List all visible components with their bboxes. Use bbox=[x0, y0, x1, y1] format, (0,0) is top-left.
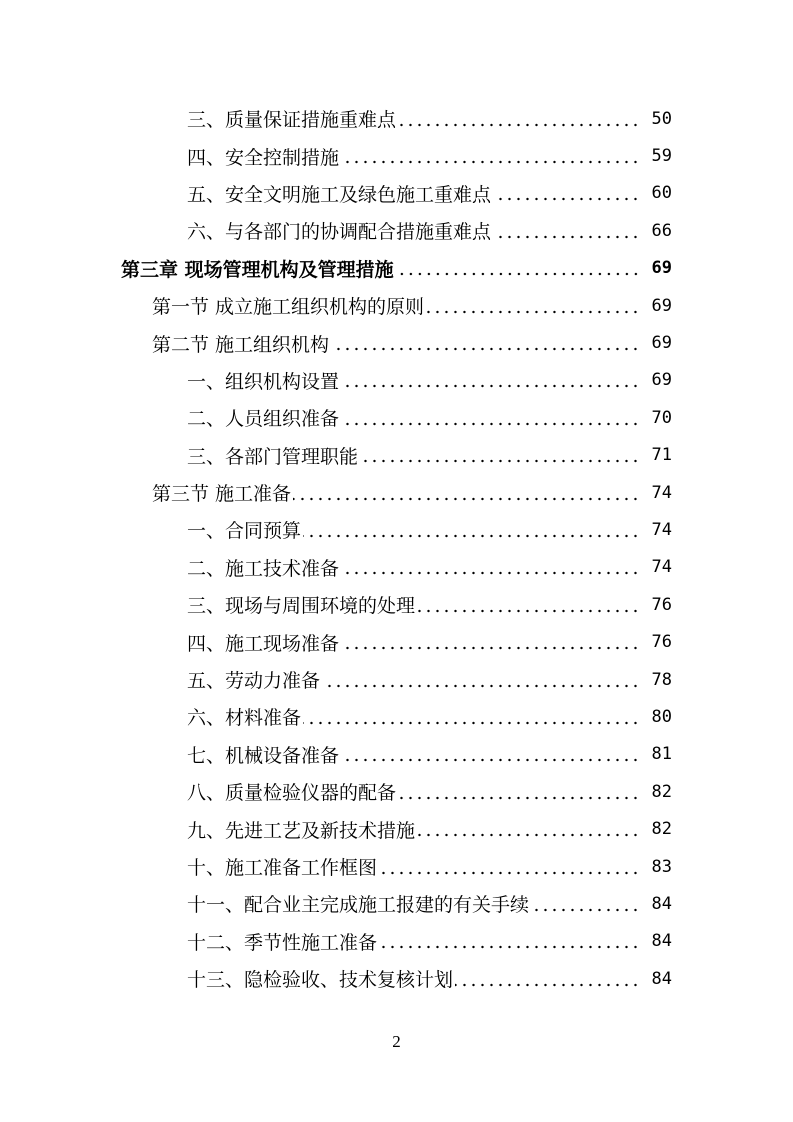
table-of-contents bbox=[0, 100, 793, 997]
toc-entry-page: 84 bbox=[651, 893, 672, 914]
dot-leader bbox=[493, 234, 640, 240]
dot-leader bbox=[379, 870, 640, 876]
toc-entry[interactable] bbox=[0, 923, 793, 960]
toc-chapter-label: 第三章 现场管理机构及管理措施 bbox=[121, 258, 394, 281]
toc-entry-label: 三、质量保证措施重难点 bbox=[187, 109, 397, 132]
dot-leader bbox=[341, 421, 640, 427]
toc-section-entry[interactable] bbox=[0, 474, 793, 511]
toc-entry-page: 74 bbox=[651, 482, 672, 503]
dot-leader bbox=[341, 757, 640, 763]
dot-leader bbox=[493, 196, 640, 202]
page-number: 2 bbox=[392, 1032, 401, 1051]
toc-entry-page: 71 bbox=[651, 445, 672, 466]
toc-section-label: 第二节 施工组织机构 bbox=[152, 333, 330, 356]
toc-entry-label: 六、与各部门的协调配合措施重难点 bbox=[187, 221, 492, 244]
dot-leader bbox=[398, 795, 640, 801]
toc-entry-page: 69 bbox=[651, 258, 672, 279]
toc-entry[interactable] bbox=[0, 848, 793, 885]
toc-entry-page: 83 bbox=[651, 856, 672, 877]
toc-entry[interactable] bbox=[0, 511, 793, 548]
dot-leader bbox=[379, 944, 640, 950]
dot-leader bbox=[293, 496, 640, 502]
toc-entry[interactable] bbox=[0, 100, 793, 137]
toc-entry[interactable] bbox=[0, 175, 793, 212]
toc-entry-label: 十、施工准备工作框图 bbox=[187, 857, 378, 879]
dot-leader bbox=[360, 458, 640, 464]
toc-entry[interactable] bbox=[0, 362, 793, 399]
toc-entry-page: 66 bbox=[651, 220, 672, 241]
toc-entry[interactable] bbox=[0, 623, 793, 660]
toc-entry-page: 82 bbox=[651, 781, 672, 802]
dot-leader bbox=[417, 608, 640, 614]
toc-entry-label: 十三、隐检验收、技术复核计划 bbox=[187, 969, 454, 992]
dot-leader bbox=[341, 570, 640, 576]
toc-entry[interactable] bbox=[0, 137, 793, 174]
toc-chapter-entry[interactable] bbox=[0, 250, 793, 287]
toc-section-entry[interactable] bbox=[0, 324, 793, 361]
dot-leader bbox=[341, 159, 640, 165]
toc-entry[interactable] bbox=[0, 773, 793, 810]
toc-entry[interactable] bbox=[0, 212, 793, 249]
toc-entry-page: 81 bbox=[651, 744, 672, 765]
toc-entry[interactable] bbox=[0, 698, 793, 735]
toc-entry[interactable] bbox=[0, 399, 793, 436]
toc-entry-page: 76 bbox=[651, 594, 672, 615]
toc-entry-page: 84 bbox=[651, 968, 672, 989]
toc-entry[interactable] bbox=[0, 586, 793, 623]
toc-entry[interactable] bbox=[0, 960, 793, 997]
toc-entry-label: 四、施工现场准备 bbox=[187, 632, 340, 655]
toc-entry-label: 三、现场与周围环境的处理 bbox=[187, 595, 416, 618]
toc-entry-page: 80 bbox=[651, 706, 672, 727]
toc-entry-page: 70 bbox=[651, 407, 672, 428]
toc-entry-page: 69 bbox=[651, 370, 672, 391]
dot-leader bbox=[331, 346, 640, 352]
toc-entry-page: 59 bbox=[651, 146, 672, 167]
toc-entry-page: 60 bbox=[651, 183, 672, 204]
dot-leader bbox=[303, 533, 640, 539]
toc-entry-page: 69 bbox=[651, 333, 672, 354]
toc-entry-label: 二、人员组织准备 bbox=[187, 408, 340, 431]
toc-section-label: 第三节 施工准备 bbox=[152, 483, 292, 506]
toc-entry-label: 十二、季节性施工准备 bbox=[187, 931, 378, 954]
toc-entry[interactable] bbox=[0, 885, 793, 922]
toc-entry-page: 84 bbox=[651, 931, 672, 952]
toc-entry-page: 50 bbox=[651, 108, 672, 129]
dot-leader bbox=[398, 122, 640, 128]
toc-entry-label: 一、合同预算 bbox=[187, 520, 302, 543]
dot-leader bbox=[426, 309, 640, 315]
dot-leader bbox=[341, 645, 640, 651]
dot-leader bbox=[396, 271, 640, 277]
toc-entry-page: 74 bbox=[651, 519, 672, 540]
toc-entry-label: 六、材料准备 bbox=[187, 707, 302, 730]
toc-entry[interactable] bbox=[0, 810, 793, 847]
toc-entry-page: 82 bbox=[651, 819, 672, 840]
toc-entry[interactable] bbox=[0, 736, 793, 773]
toc-entry-label: 一、组织机构设置 bbox=[187, 370, 340, 393]
dot-leader bbox=[531, 907, 640, 913]
toc-entry-page: 69 bbox=[651, 295, 672, 316]
toc-entry[interactable] bbox=[0, 437, 793, 474]
toc-entry-label: 九、先进工艺及新技术措施 bbox=[187, 819, 416, 842]
toc-entry-page: 76 bbox=[651, 632, 672, 653]
toc-entry-label: 三、各部门管理职能 bbox=[187, 445, 359, 468]
dot-leader bbox=[341, 383, 640, 389]
dot-leader bbox=[303, 720, 640, 726]
toc-entry-label: 二、施工技术准备 bbox=[187, 557, 340, 580]
toc-entry[interactable] bbox=[0, 549, 793, 586]
toc-entry-label: 五、安全文明施工及绿色施工重难点 bbox=[187, 183, 492, 206]
toc-entry-label: 五、劳动力准备 bbox=[187, 670, 321, 693]
toc-entry-label: 八、质量检验仪器的配备 bbox=[187, 782, 397, 805]
toc-entry-page: 74 bbox=[651, 557, 672, 578]
toc-entry-page: 78 bbox=[651, 669, 672, 690]
toc-entry[interactable] bbox=[0, 661, 793, 698]
toc-entry-label: 七、机械设备准备 bbox=[187, 744, 340, 767]
toc-section-label: 第一节 成立施工组织机构的原则 bbox=[152, 296, 425, 319]
dot-leader bbox=[417, 832, 640, 838]
toc-entry-label: 四、安全控制措施 bbox=[187, 146, 340, 169]
toc-section-entry[interactable] bbox=[0, 287, 793, 324]
dot-leader bbox=[455, 982, 640, 988]
toc-entry-label: 十一、配合业主完成施工报建的有关手续 bbox=[187, 894, 530, 917]
dot-leader bbox=[322, 683, 640, 689]
